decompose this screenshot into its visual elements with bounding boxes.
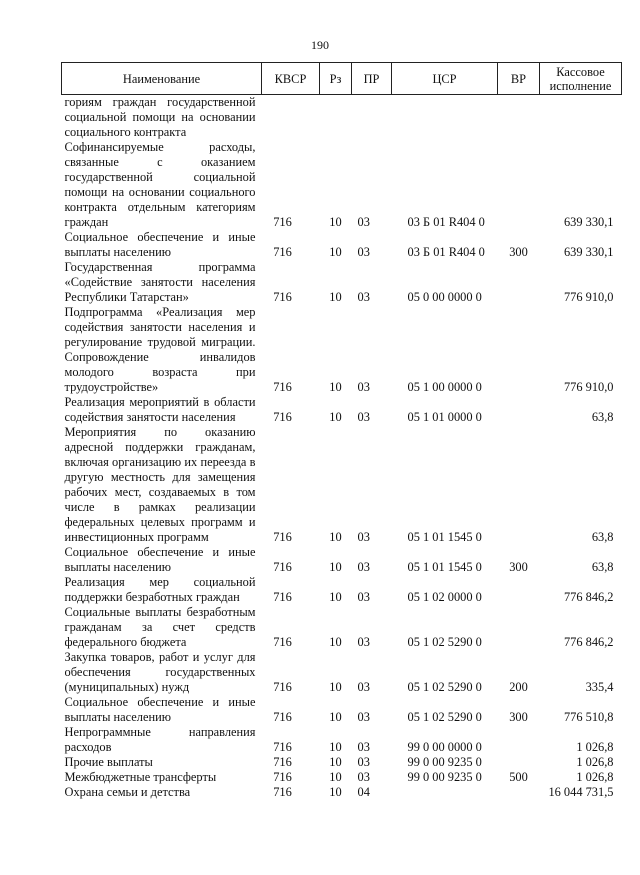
cell-vr [498,305,540,395]
cell-csr: 05 1 02 5290 0 [407,680,482,694]
cell-kvsr: 716 [273,785,292,799]
table-row [62,755,622,770]
cell-csr: 05 1 02 0000 0 [407,590,482,604]
cell-name: Социальное обеспечение и иные выплаты населению [64,545,256,574]
cell-sum: 776 910,0 [563,290,614,304]
cell-sum: 639 330,1 [563,215,614,229]
table-body [62,95,622,801]
cell-rz: 10 [329,215,342,229]
cell-pr: 04 [357,785,370,799]
cell-csr: 05 1 01 1545 0 [407,530,482,544]
cell-name: Социальное обеспечение и иные выплаты населению [64,230,256,259]
cell-pr: 03 [357,680,370,694]
cell-kvsr [262,95,320,141]
cell-kvsr: 716 [273,380,292,394]
table-row [62,305,622,395]
cell-rz: 10 [329,740,342,754]
table-row [62,725,622,755]
budget-table [61,62,622,800]
cell-pr [352,95,392,141]
cell-rz: 10 [329,680,342,694]
table-header [62,63,622,95]
cell-name: Реализация мер социальной поддержки безработных граждан [64,575,256,604]
cell-csr: 03 Б 01 R404 0 [407,215,485,229]
cell-csr: 05 0 00 0000 0 [407,290,482,304]
cell-rz: 10 [329,380,342,394]
page-number: 190 [311,38,329,52]
header-kvsr: КВСР [262,63,320,95]
table-row [62,230,622,260]
cell-rz: 10 [329,290,342,304]
cell-kvsr: 716 [273,590,292,604]
cell-vr [498,605,540,650]
cell-csr: 05 1 00 0000 0 [407,380,482,394]
cell-vr [498,425,540,545]
cell-pr: 03 [357,740,370,754]
cell-kvsr: 716 [273,410,292,424]
cell-sum: 776 846,2 [563,635,614,649]
cell-pr: 03 [357,560,370,574]
cell-pr: 03 [357,590,370,604]
cell-sum: 1 026,8 [576,740,614,754]
cell-sum: 776 846,2 [563,590,614,604]
cell-name: Мероприятия по оказанию адресной поддержки гражданам, включая организацию их переезда в другую местность для замещения рабочих мест, создаваемых в том числе в рамках реализации федеральных целевых программ и инвестиционных программ [64,425,256,544]
cell-csr: 99 0 00 9235 0 [407,770,482,784]
cell-csr: 03 Б 01 R404 0 [407,245,485,259]
cell-kvsr: 716 [273,215,292,229]
cell-name: Социальные выплаты безработным гражданам за счет средств федерального бюджета [64,605,256,649]
cell-name: Прочие выплаты [64,755,153,769]
cell-pr: 03 [357,410,370,424]
cell-sum: 63,8 [591,530,614,544]
cell-name: Межбюджетные трансферты [64,770,217,784]
header-sum: Кассовое исполнение [540,63,622,95]
cell-name: Закупка товаров, работ и услуг для обеспечения государственных (муниципальных) нужд [64,650,256,694]
cell-pr: 03 [357,245,370,259]
cell-vr [498,575,540,605]
cell-pr: 03 [357,635,370,649]
cell-csr: 99 0 00 0000 0 [407,740,482,754]
cell-rz [320,95,352,141]
cell-name: Социальное обеспечение и иные выплаты населению [64,695,256,724]
cell-kvsr: 716 [273,755,292,769]
cell-kvsr: 716 [273,680,292,694]
cell-vr: 200 [509,680,528,694]
cell-csr: 99 0 00 9235 0 [407,755,482,769]
cell-rz: 10 [329,530,342,544]
table-row [62,545,622,575]
cell-vr [498,395,540,425]
table-row [62,395,622,425]
table-row [62,425,622,545]
cell-sum: 63,8 [591,560,614,574]
cell-kvsr: 716 [273,245,292,259]
cell-pr: 03 [357,755,370,769]
cell-name: Софинансируемые расходы, связанные с оказанием государственной социальной помощи на основании социального контракта отдельным категориям граждан [64,140,256,229]
cell-vr [498,755,540,770]
cell-name: Реализация мероприятий в области содействия занятости населения [64,395,256,424]
cell-csr: 05 1 01 0000 0 [407,410,482,424]
cell-sum: 335,4 [585,680,614,694]
table-row [62,95,622,141]
header-pr: ПР [352,63,392,95]
cell-rz: 10 [329,785,342,799]
cell-vr: 300 [509,560,528,574]
cell-rz: 10 [329,410,342,424]
table-row [62,785,622,800]
cell-sum: 639 330,1 [563,245,614,259]
cell-vr [498,725,540,755]
cell-kvsr: 716 [273,560,292,574]
cell-vr: 300 [509,710,528,724]
table-row [62,650,622,695]
cell-csr: 05 1 02 5290 0 [407,710,482,724]
cell-rz: 10 [329,710,342,724]
cell-rz: 10 [329,245,342,259]
cell-vr [498,95,540,141]
cell-vr [498,260,540,305]
cell-pr: 03 [357,710,370,724]
cell-sum: 776 910,0 [563,380,614,394]
cell-rz: 10 [329,770,342,784]
cell-kvsr: 716 [273,710,292,724]
cell-csr: 05 1 01 1545 0 [407,560,482,574]
cell-vr [498,140,540,230]
cell-kvsr: 716 [273,290,292,304]
cell-csr: 05 1 02 5290 0 [407,635,482,649]
table-row [62,605,622,650]
cell-name: Подпрограмма «Реализация мер содействия занятости населения и регулирование трудовой миграции. Сопровождение инвалидов молодого возраста при трудоустройстве» [64,305,256,394]
cell-sum: 1 026,8 [576,755,614,769]
cell-rz: 10 [329,590,342,604]
cell-pr: 03 [357,380,370,394]
cell-pr: 03 [357,215,370,229]
cell-vr [498,785,540,800]
header-rz: Рз [320,63,352,95]
cell-rz: 10 [329,755,342,769]
cell-kvsr: 716 [273,770,292,784]
cell-name: гориям граждан государственной социальной помощи на основании социального контракта [64,95,256,139]
table-row [62,575,622,605]
cell-pr: 03 [357,530,370,544]
cell-csr [392,95,498,141]
cell-name: Государственная программа «Содействие занятости населения Республики Татарстан» [64,260,256,304]
cell-sum [540,95,622,141]
header-vr: ВР [498,63,540,95]
cell-sum: 63,8 [591,410,614,424]
cell-name: Непрограммные направления расходов [64,725,256,754]
header-csr: ЦСР [392,63,498,95]
cell-kvsr: 716 [273,530,292,544]
cell-kvsr: 716 [273,740,292,754]
cell-pr: 03 [357,290,370,304]
cell-sum: 16 044 731,5 [548,785,614,799]
cell-rz: 10 [329,560,342,574]
table-row [62,770,622,785]
cell-pr: 03 [357,770,370,784]
table-row [62,260,622,305]
table-row [62,695,622,725]
cell-name: Охрана семьи и детства [64,785,191,799]
cell-kvsr: 716 [273,635,292,649]
table-row [62,140,622,230]
cell-sum: 776 510,8 [563,710,614,724]
cell-rz: 10 [329,635,342,649]
header-name: Наименование [62,63,262,95]
cell-vr: 500 [509,770,528,784]
cell-sum: 1 026,8 [576,770,614,784]
cell-vr: 300 [509,245,528,259]
cell-csr [392,785,498,800]
